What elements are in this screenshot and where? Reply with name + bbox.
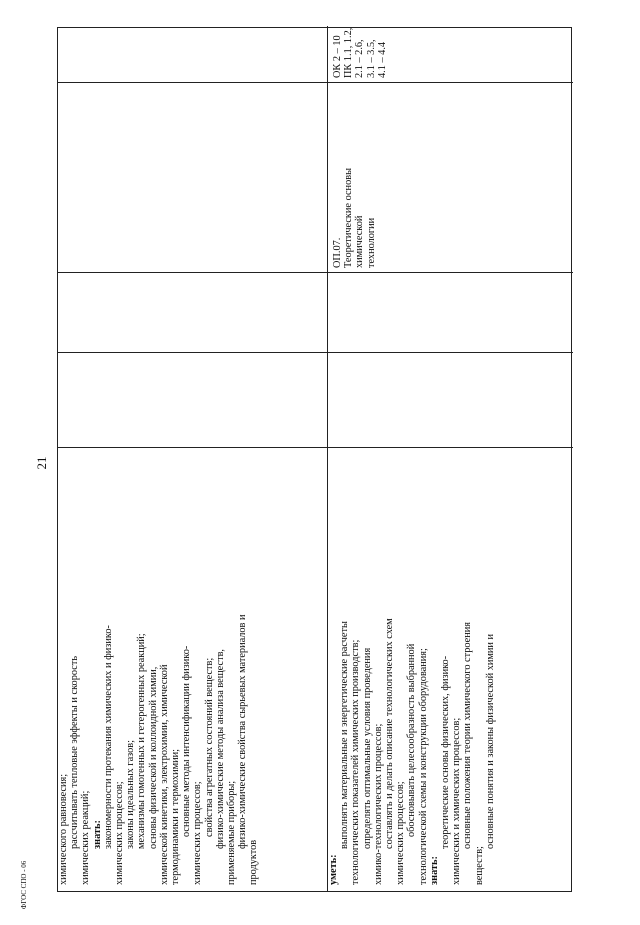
text-line: химических процессов;	[192, 781, 204, 885]
text-line: обосновывать целесообразность выбранной	[406, 643, 418, 837]
text-line: веществ;	[473, 846, 485, 885]
document-footer: ФГОС СПО - 06	[20, 860, 28, 910]
text-line: применяемые приборы;	[226, 780, 238, 885]
text-line: химических процессов;	[395, 781, 407, 885]
curriculum-table	[57, 27, 572, 892]
text-line: химического равновесия;	[58, 773, 69, 885]
text-line: продуктов	[248, 839, 260, 885]
text-line: химических процессов;	[114, 781, 126, 885]
text-line: термодинамики и термохимии;	[170, 749, 182, 885]
text-line: закономерности протекания химических и физико-	[102, 625, 114, 849]
competency-code: 4.1 – 4.4	[376, 41, 388, 78]
text-line: основные методы интенсификации физико-	[181, 645, 193, 837]
empty-cell	[58, 83, 327, 273]
empty-cell	[58, 273, 327, 353]
discipline-name-line: химической	[354, 215, 366, 268]
competency-text-cell	[58, 448, 327, 891]
discipline-name-line: технологии	[365, 217, 377, 268]
competency-code: ПК 1.1, 1.2,	[343, 27, 355, 78]
text-line: рассчитывать тепловые эффекты и скорость	[69, 655, 81, 849]
text-line: законы идеальных газов;	[125, 739, 137, 849]
text-line: основные положения теории химического строения	[462, 622, 474, 849]
text-line: химической кинетики, электрохимии, химической	[158, 664, 170, 885]
competency-code: ОК 2 – 10	[332, 35, 343, 78]
text-line: свойства агрегатных состояний веществ;	[203, 657, 215, 837]
text-line: знать:	[428, 856, 440, 885]
competency-text-cell	[328, 448, 573, 891]
text-line: механизмы гомогенных и гетерогенных реакций;	[136, 633, 148, 849]
competency-code: 2.1 – 2.6,	[354, 39, 366, 78]
text-line: уметь:	[328, 854, 339, 885]
competency-codes-cell	[328, 26, 573, 83]
table-row	[58, 26, 328, 891]
text-line: химико-технологических процессов;	[372, 723, 384, 885]
text-line: основные понятия и законы физической химии и	[484, 634, 496, 849]
text-line: составлять и делать описание технологических схем	[384, 618, 396, 849]
empty-cell	[58, 353, 327, 448]
text-line: теоретические основы физических, физико-	[440, 655, 452, 849]
discipline-name-line: Теоретические основы	[343, 168, 355, 268]
empty-cell	[328, 353, 573, 448]
text-line: технологических показателей химических производств;	[350, 639, 362, 885]
text-line: знать:	[91, 820, 103, 849]
discipline-code: ОП.07.	[332, 237, 343, 268]
empty-cell	[58, 26, 327, 83]
table-row	[328, 26, 573, 891]
empty-cell	[328, 273, 573, 353]
discipline-cell	[328, 83, 573, 273]
rotated-page	[57, 27, 572, 892]
text-line: определять оптимальные условия проведения	[361, 647, 373, 849]
text-line: физико-химические свойства сырьевых материалов и	[237, 614, 249, 849]
competency-code: 3.1 – 3.5,	[365, 39, 377, 78]
page-number: 21	[34, 456, 49, 470]
text-line: химических и химических процессов;	[451, 717, 463, 885]
text-line: основы физической и коллоидной химии,	[147, 666, 159, 849]
text-line: химических реакций;	[80, 790, 92, 885]
text-line: выполнять материальные и энергетические расчеты	[339, 621, 351, 849]
text-line: технологической схемы и конструкции оборудования;	[417, 648, 429, 885]
text-line: физико-химические методы анализа веществ,	[214, 648, 226, 849]
